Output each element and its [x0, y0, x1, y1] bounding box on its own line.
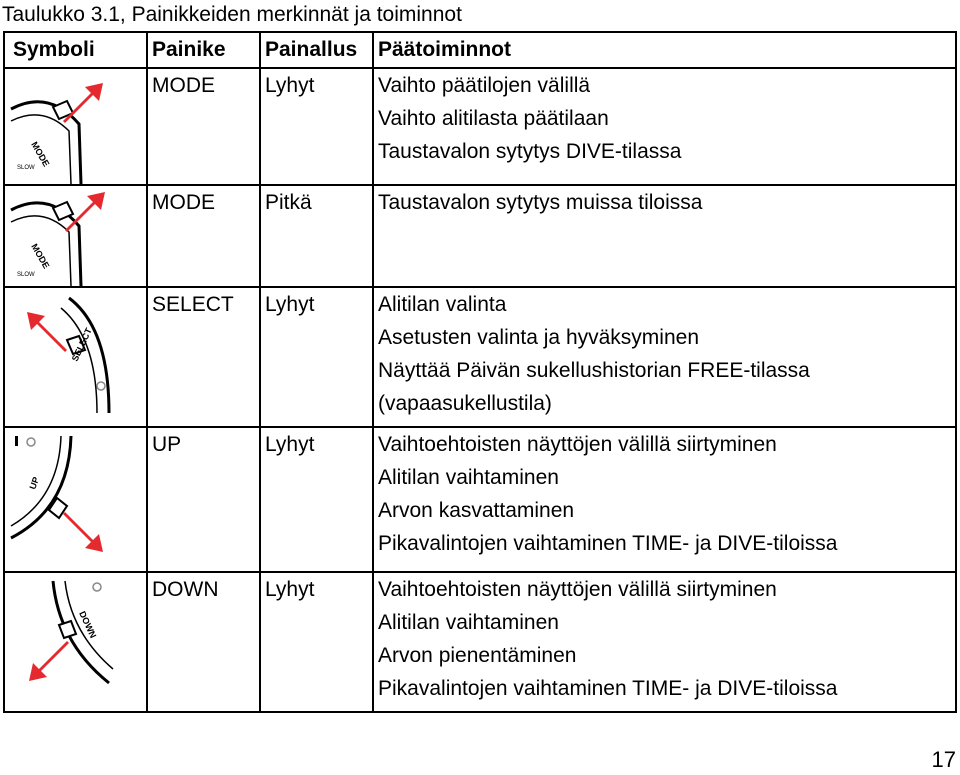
mode-button-long-icon	[9, 186, 146, 286]
button-functions-table	[3, 31, 957, 713]
function-item: Vaihtoehtoisten näyttöjen välillä siirtyminen	[378, 578, 777, 601]
function-item: (vapaasukellustila)	[378, 392, 552, 415]
function-item: Vaihto päätilojen välillä	[378, 74, 591, 97]
svg-text:MODE: MODE	[29, 140, 52, 169]
function-item: Taustavalon sytytys DIVE-tilassa	[378, 140, 682, 163]
svg-text:SELECT: SELECT	[69, 326, 94, 363]
table-row	[4, 287, 956, 427]
symbol-cell	[4, 185, 147, 287]
up-button-icon	[9, 428, 146, 571]
header-functions: Päätoiminnot	[373, 32, 956, 68]
header-button: Painike	[147, 32, 260, 68]
function-item: Pikavalintojen vaihtaminen TIME- ja DIVE-tiloissa	[378, 677, 838, 700]
function-item: Alitilan vaihtaminen	[378, 611, 559, 634]
function-item: Alitilan vaihtaminen	[378, 466, 559, 489]
button-cell: DOWN	[147, 572, 260, 712]
table-caption: Taulukko 3.1, Painikkeiden merkinnät ja toiminnot	[2, 3, 462, 26]
press-cell: Lyhyt	[260, 68, 373, 185]
press-cell: Lyhyt	[260, 572, 373, 712]
mode-button-short-icon	[9, 69, 146, 184]
symbol-cell	[4, 427, 147, 572]
table-header-row	[4, 32, 956, 68]
function-item: Alitilan valinta	[378, 293, 507, 316]
table-row	[4, 572, 956, 712]
svg-text:SLOW: SLOW	[17, 272, 35, 278]
svg-text:SLOW: SLOW	[17, 165, 35, 171]
press-cell: Pitkä	[260, 185, 373, 287]
select-button-icon	[9, 288, 146, 426]
functions-cell	[373, 68, 956, 185]
table-row	[4, 68, 956, 185]
svg-text:MODE: MODE	[29, 242, 52, 271]
svg-text:UP: UP	[27, 475, 42, 491]
table-row	[4, 427, 956, 572]
function-item: Näyttää Päivän sukellushistorian FREE-tilassa	[378, 359, 810, 382]
function-item: Pikavalintojen vaihtaminen TIME- ja DIVE-tiloissa	[378, 532, 838, 555]
functions-cell	[373, 427, 956, 572]
functions-cell	[373, 287, 956, 427]
functions-cell	[373, 572, 956, 712]
header-press: Painallus	[260, 32, 373, 68]
page-number: 17	[931, 747, 956, 772]
button-cell: UP	[147, 427, 260, 572]
function-item: Vaihtoehtoisten näyttöjen välillä siirtyminen	[378, 433, 777, 456]
symbol-cell	[4, 68, 147, 185]
function-item: Asetusten valinta ja hyväksyminen	[378, 326, 699, 349]
function-item: Arvon kasvattaminen	[378, 499, 575, 522]
function-item: Arvon pienentäminen	[378, 644, 577, 667]
symbol-cell	[4, 287, 147, 427]
function-item: Taustavalon sytytys muissa tiloissa	[378, 191, 703, 214]
functions-cell	[373, 185, 956, 287]
symbol-cell	[4, 572, 147, 712]
function-item: Vaihto alitilasta päätilaan	[378, 107, 609, 130]
press-cell: Lyhyt	[260, 427, 373, 572]
button-cell: SELECT	[147, 287, 260, 427]
press-cell: Lyhyt	[260, 287, 373, 427]
down-button-icon	[9, 573, 146, 711]
table-row	[4, 185, 956, 287]
button-cell: MODE	[147, 68, 260, 185]
header-symbol: Symboli	[4, 32, 147, 68]
button-cell: MODE	[147, 185, 260, 287]
svg-text:DOWN: DOWN	[77, 609, 99, 640]
